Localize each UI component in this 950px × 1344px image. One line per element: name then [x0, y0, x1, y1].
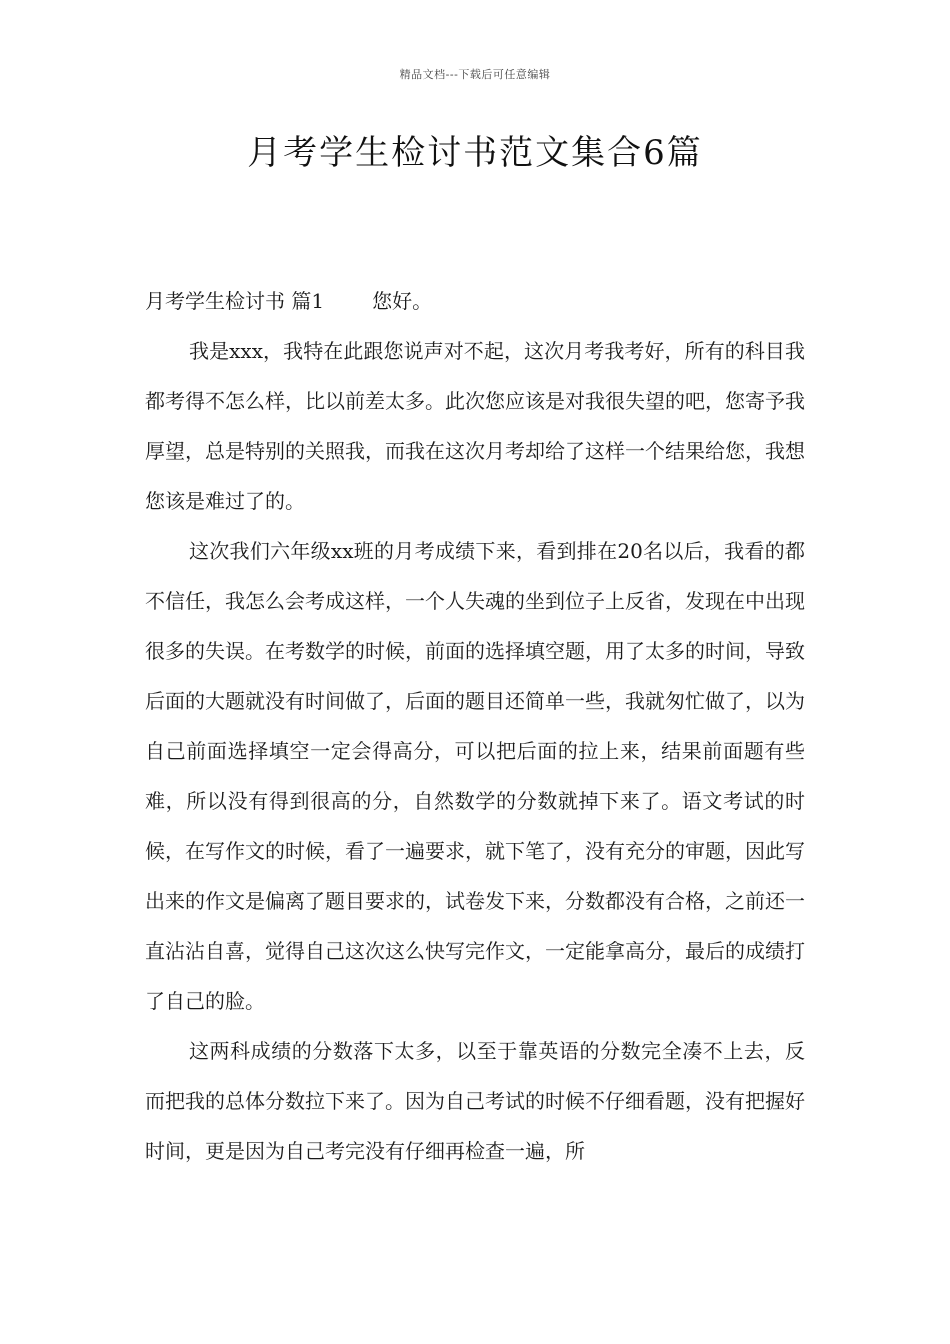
document-body	[145, 276, 805, 1176]
paragraph-3: 这两科成绩的分数落下太多，以至于靠英语的分数完全凑不上去，反而把我的总体分数拉下来了。因为自己考试的时候不仔细看题，没有把握好时间，更是因为自己考完没有仔细再检查一遍，所	[145, 1039, 805, 1163]
document-title: 月考学生检讨书范文集合6篇	[247, 133, 703, 173]
greeting: 您好。	[372, 289, 433, 313]
paragraph-2: 这次我们六年级xx班的月考成绩下来，看到排在20名以后，我看的都不信任，我怎么会考成这样，一个人失魂的坐到位子上反省，发现在中出现很多的失误。在考数学的时候，前面的选择填空题，用了太多的时间，导致后面的大题就没有时间做了，后面的题目还简单一些，我就匆忙做了，以为自己前面选择填空一定会得高分，可以把后面的拉上来，结果前面题有些难，所以没有得到很高的分，自然数学的分数就掉下来了。语文考试的时候，在写作文的时候，看了一遍要求，就下笔了，没有充分的审题，因此写出来的作文是偏离了题目要求的，试卷发下来，分数都没有合格，之前还一直沾沾自喜，觉得自己这次这么快写完作文，一定能拿高分，最后的成绩打了自己的脸。	[145, 539, 805, 1013]
section-label: 月考学生检讨书 篇1	[145, 289, 325, 313]
paragraph-1: 我是xxx，我特在此跟您说声对不起，这次月考我考好，所有的科目我都考得不怎么样，比以前差太多。此次您应该是对我很失望的吧，您寄予我厚望，总是特别的关照我，而我在这次月考却给了这样一个结果给您，我想您该是难过了的。	[145, 339, 805, 513]
section-heading-line	[145, 276, 805, 326]
header-note: 精品文档---下载后可任意编辑	[399, 68, 551, 81]
